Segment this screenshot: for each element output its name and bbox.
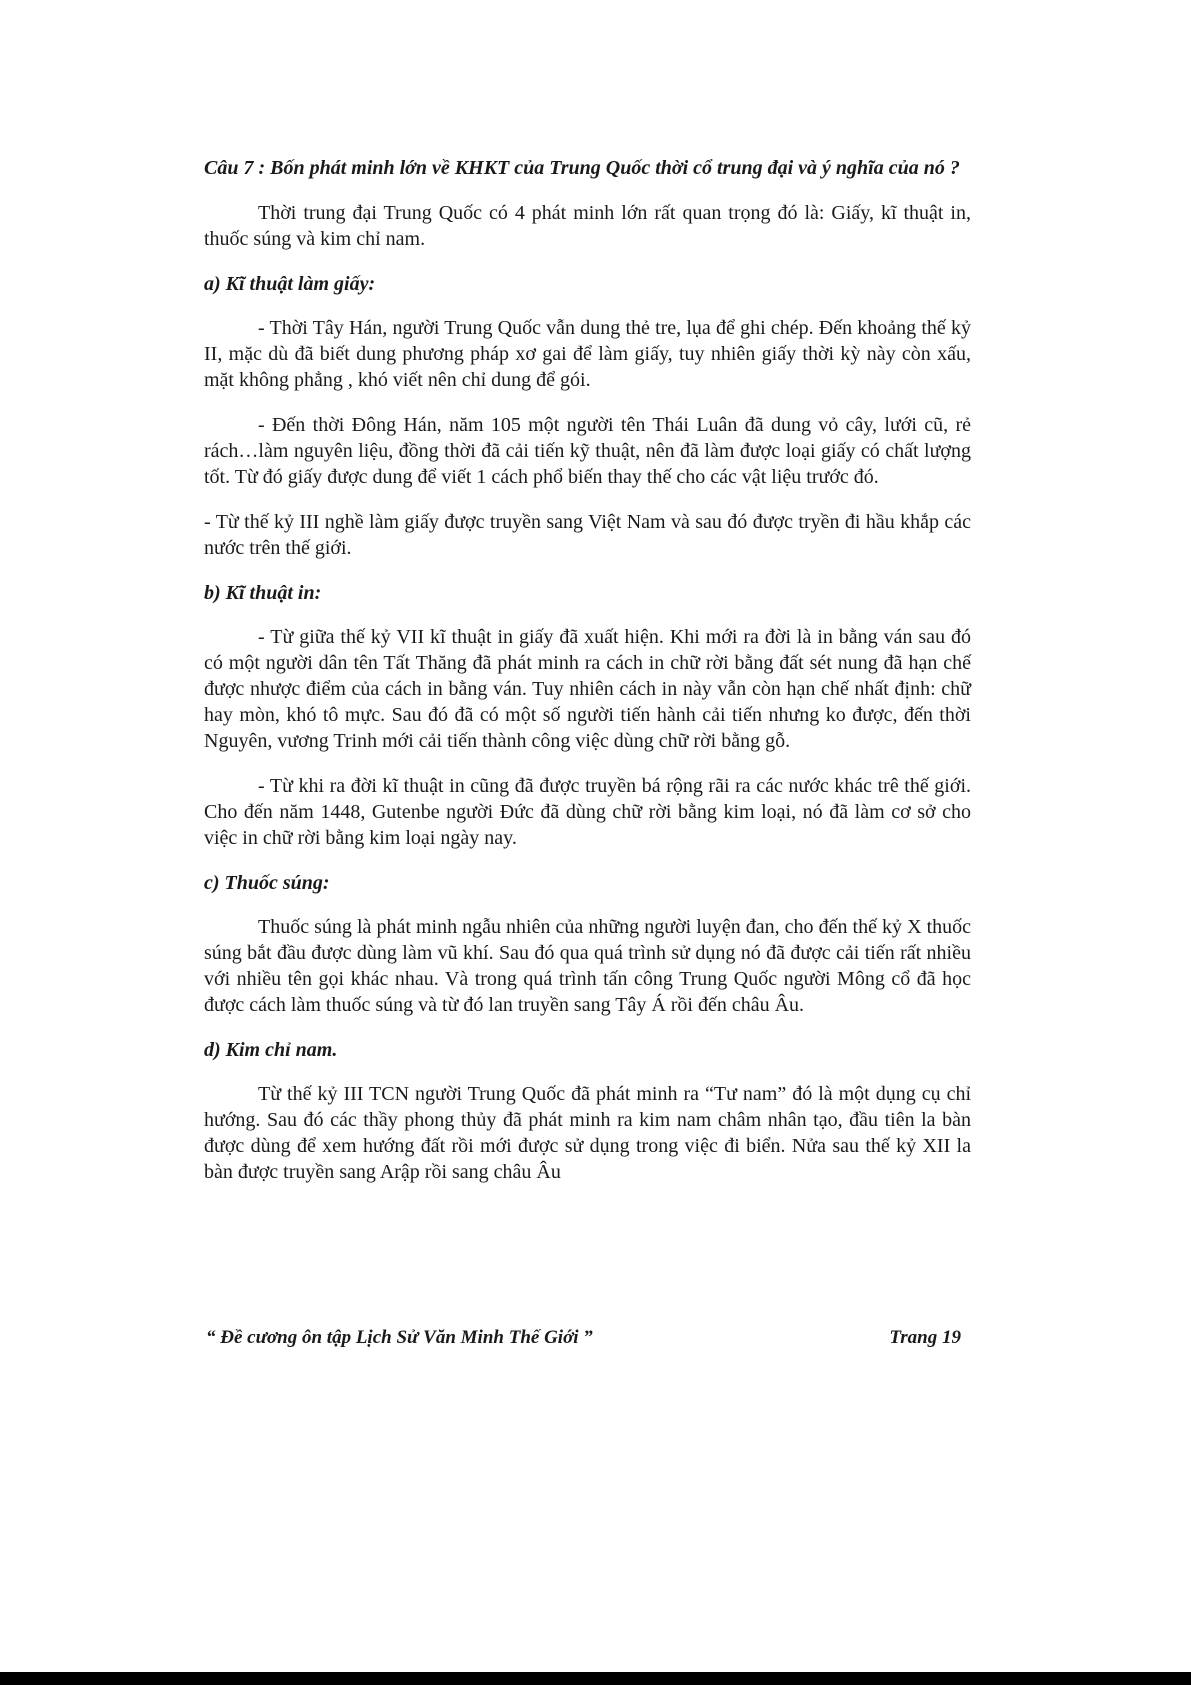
question-title: Câu 7 : Bốn phát minh lớn về KHKT của Trung Quốc thời cổ trung đại và ý nghĩa của nó ? bbox=[204, 157, 960, 179]
bottom-scan-edge bbox=[0, 1672, 1191, 1685]
page-footer bbox=[204, 1327, 971, 1357]
section-heading-paper: a) Kĩ thuật làm giấy: bbox=[204, 273, 376, 295]
paper-paragraph-2: - Đến thời Đông Hán, năm 105 một người tên Thái Luân đã dung vỏ cây, lưới cũ, rẻ rách…làm nguyên liệu, đồng thời đã cải tiến kỹ thuật, nên đã làm được loại giấy có chất lượng tốt. Từ đó giấy được dung để viết 1 cách phổ biến thay thế cho các vật liệu trước đó. bbox=[204, 414, 971, 488]
page-number: Trang 19 bbox=[889, 1327, 961, 1348]
page-content bbox=[204, 155, 971, 1204]
printing-paragraph-2: - Từ khi ra đời kĩ thuật in cũng đã được truyền bá rộng rãi ra các nước khác trê thế giới. Cho đến năm 1448, Gutenbe người Đức đã dùng chữ rời bằng kim loại, nó đã làm cơ sở cho việc in chữ rời bằng kim loại ngày nay. bbox=[204, 775, 971, 849]
printing-paragraph-1: - Từ giữa thế kỷ VII kĩ thuật in giấy đã xuất hiện. Khi mới ra đời là in bằng ván sau đó có một người dân tên Tất Thăng đã phát minh ra cách in chữ rời bằng đất sét nung đã hạn chế được nhược điểm của cách in bằng ván. Tuy nhiên cách in này vẫn còn hạn chế nhất định: chữ hay mòn, khó tô mực. Sau đó đã có một số người tiến hành cải tiến nhưng ko được, đến thời Nguyên, vương Trinh mới cải tiến thành công việc dùng chữ rời bằng gỗ. bbox=[204, 626, 971, 752]
compass-paragraph-1: Từ thế kỷ III TCN người Trung Quốc đã phát minh ra “Tư nam” đó là một dụng cụ chỉ hướng. Sau đó các thầy phong thủy đã phát minh ra kim nam châm nhân tạo, đầu tiên la bàn được dùng để xem hướng đất rồi mới được sử dụng trong việc đi biển. Nửa sau thế kỷ XII la bàn được truyền sang Arập rồi sang châu Âu bbox=[204, 1083, 971, 1183]
paper-paragraph-1: - Thời Tây Hán, người Trung Quốc vẫn dung thẻ tre, lụa để ghi chép. Đến khoảng thế kỷ II, mặc dù đã biết dung phương pháp xơ gai để làm giấy, tuy nhiên giấy thời kỳ này còn xấu, mặt không phẳng , khó viết nên chỉ dung để gói. bbox=[204, 317, 971, 391]
gunpowder-paragraph-1: Thuốc súng là phát minh ngẫu nhiên của những người luyện đan, cho đến thế kỷ X thuốc súng bắt đầu được dùng làm vũ khí. Sau đó qua quá trình sử dụng nó đã được cải tiến rất nhiều với nhiều tên gọi khác nhau. Và trong quá trình tấn công Trung Quốc người Mông cổ đã học được cách làm thuốc súng và từ đó lan truyền sang Tây Á rồi đến châu Âu. bbox=[204, 916, 971, 1016]
paper-paragraph-3: - Từ thế kỷ III nghề làm giấy được truyền sang Việt Nam và sau đó được tryền đi hầu khắp các nước trên thế giới. bbox=[204, 511, 971, 559]
section-heading-printing: b) Kĩ thuật in: bbox=[204, 582, 322, 604]
footer-title: “ Đề cương ôn tập Lịch Sử Văn Minh Thế Giới ” bbox=[206, 1327, 593, 1348]
intro-paragraph: Thời trung đại Trung Quốc có 4 phát minh lớn rất quan trọng đó là: Giấy, kĩ thuật in, thuốc súng và kim chỉ nam. bbox=[204, 202, 971, 250]
section-heading-gunpowder: c) Thuốc súng: bbox=[204, 872, 330, 894]
section-heading-compass: d) Kim chỉ nam. bbox=[204, 1039, 338, 1061]
